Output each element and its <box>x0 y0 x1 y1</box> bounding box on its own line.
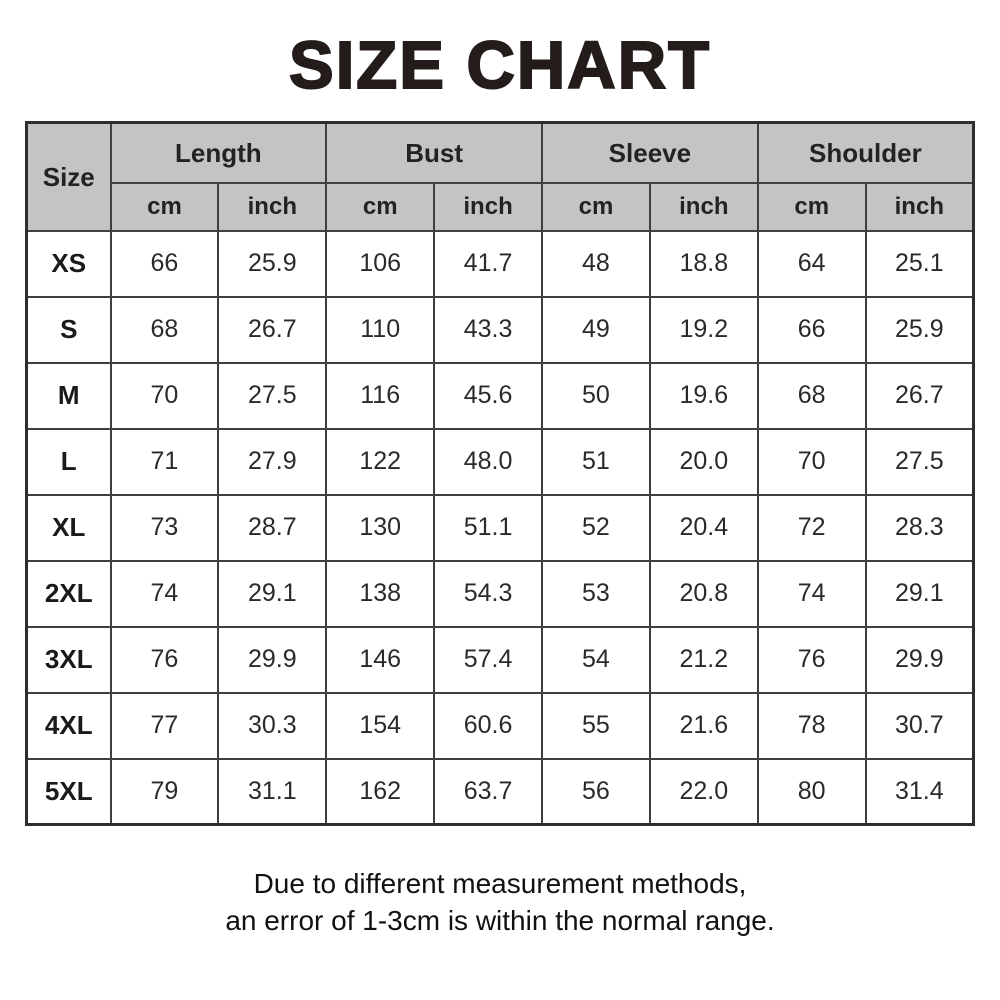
measurement-cell: 19.2 <box>650 297 758 363</box>
measurement-cell: 49 <box>542 297 650 363</box>
measurement-cell: 27.5 <box>218 363 326 429</box>
table-row <box>27 561 974 627</box>
measurement-cell: 29.1 <box>218 561 326 627</box>
measurement-cell: 25.9 <box>218 231 326 297</box>
table-row <box>27 231 974 297</box>
measurement-cell: 22.0 <box>650 759 758 825</box>
measurement-cell: 106 <box>326 231 434 297</box>
measurement-cell: 60.6 <box>434 693 542 759</box>
measurement-cell: 122 <box>326 429 434 495</box>
measurement-cell: 76 <box>758 627 866 693</box>
row-size-label: XL <box>27 495 111 561</box>
measurement-cell: 48 <box>542 231 650 297</box>
col-unit-bust-inch: inch <box>434 183 542 231</box>
col-unit-bust-cm: cm <box>326 183 434 231</box>
col-unit-shoulder-cm: cm <box>758 183 866 231</box>
measurement-cell: 30.3 <box>218 693 326 759</box>
col-group-length: Length <box>111 123 327 183</box>
table-row <box>27 297 974 363</box>
measurement-cell: 57.4 <box>434 627 542 693</box>
measurement-cell: 25.1 <box>866 231 974 297</box>
measurement-cell: 30.7 <box>866 693 974 759</box>
measurement-cell: 28.3 <box>866 495 974 561</box>
footer-note <box>0 866 1000 940</box>
measurement-cell: 70 <box>758 429 866 495</box>
footer-line-2: an error of 1-3cm is within the normal range. <box>225 905 775 937</box>
measurement-cell: 20.0 <box>650 429 758 495</box>
measurement-cell: 54.3 <box>434 561 542 627</box>
measurement-cell: 73 <box>111 495 219 561</box>
measurement-cell: 29.9 <box>218 627 326 693</box>
table-body <box>27 231 974 825</box>
row-size-label: M <box>27 363 111 429</box>
measurement-cell: 54 <box>542 627 650 693</box>
measurement-cell: 51 <box>542 429 650 495</box>
table-row <box>27 693 974 759</box>
measurement-cell: 78 <box>758 693 866 759</box>
measurement-cell: 41.7 <box>434 231 542 297</box>
measurement-cell: 29.1 <box>866 561 974 627</box>
table-row <box>27 759 974 825</box>
measurement-cell: 66 <box>758 297 866 363</box>
table-row <box>27 429 974 495</box>
col-group-shoulder: Shoulder <box>758 123 974 183</box>
col-unit-shoulder-inch: inch <box>866 183 974 231</box>
row-size-label: S <box>27 297 111 363</box>
measurement-cell: 20.8 <box>650 561 758 627</box>
measurement-cell: 68 <box>758 363 866 429</box>
measurement-cell: 20.4 <box>650 495 758 561</box>
row-size-label: 3XL <box>27 627 111 693</box>
measurement-cell: 55 <box>542 693 650 759</box>
measurement-cell: 154 <box>326 693 434 759</box>
measurement-cell: 27.5 <box>866 429 974 495</box>
measurement-cell: 76 <box>111 627 219 693</box>
page-title: SIZE CHART <box>289 28 711 103</box>
col-group-sleeve: Sleeve <box>542 123 758 183</box>
measurement-cell: 71 <box>111 429 219 495</box>
col-unit-sleeve-cm: cm <box>542 183 650 231</box>
size-chart-table <box>25 121 975 826</box>
measurement-cell: 18.8 <box>650 231 758 297</box>
measurement-cell: 138 <box>326 561 434 627</box>
measurement-cell: 52 <box>542 495 650 561</box>
measurement-cell: 74 <box>758 561 866 627</box>
measurement-cell: 21.2 <box>650 627 758 693</box>
measurement-cell: 27.9 <box>218 429 326 495</box>
measurement-cell: 26.7 <box>866 363 974 429</box>
col-unit-length-inch: inch <box>218 183 326 231</box>
row-size-label: 2XL <box>27 561 111 627</box>
col-unit-length-cm: cm <box>111 183 219 231</box>
measurement-cell: 79 <box>111 759 219 825</box>
measurement-cell: 31.4 <box>866 759 974 825</box>
table-header <box>27 123 974 231</box>
measurement-cell: 25.9 <box>866 297 974 363</box>
measurement-cell: 56 <box>542 759 650 825</box>
measurement-cell: 66 <box>111 231 219 297</box>
measurement-cell: 130 <box>326 495 434 561</box>
measurement-cell: 43.3 <box>434 297 542 363</box>
measurement-cell: 80 <box>758 759 866 825</box>
table-row <box>27 627 974 693</box>
measurement-cell: 68 <box>111 297 219 363</box>
table-row <box>27 363 974 429</box>
measurement-cell: 51.1 <box>434 495 542 561</box>
measurement-cell: 45.6 <box>434 363 542 429</box>
row-size-label: L <box>27 429 111 495</box>
measurement-cell: 72 <box>758 495 866 561</box>
measurement-cell: 26.7 <box>218 297 326 363</box>
measurement-cell: 70 <box>111 363 219 429</box>
footer-line-1: Due to different measurement methods, <box>253 868 747 900</box>
measurement-cell: 29.9 <box>866 627 974 693</box>
header-group-row <box>27 123 974 183</box>
measurement-cell: 19.6 <box>650 363 758 429</box>
measurement-cell: 77 <box>111 693 219 759</box>
col-unit-sleeve-inch: inch <box>650 183 758 231</box>
header-unit-row <box>27 183 974 231</box>
row-size-label: XS <box>27 231 111 297</box>
measurement-cell: 64 <box>758 231 866 297</box>
measurement-cell: 162 <box>326 759 434 825</box>
measurement-cell: 28.7 <box>218 495 326 561</box>
col-group-bust: Bust <box>326 123 542 183</box>
row-size-label: 4XL <box>27 693 111 759</box>
measurement-cell: 116 <box>326 363 434 429</box>
table-row <box>27 495 974 561</box>
measurement-cell: 146 <box>326 627 434 693</box>
measurement-cell: 74 <box>111 561 219 627</box>
size-chart-page <box>0 30 1000 1000</box>
measurement-cell: 110 <box>326 297 434 363</box>
measurement-cell: 21.6 <box>650 693 758 759</box>
measurement-cell: 53 <box>542 561 650 627</box>
measurement-cell: 63.7 <box>434 759 542 825</box>
col-header-size: Size <box>27 123 111 231</box>
measurement-cell: 48.0 <box>434 429 542 495</box>
measurement-cell: 50 <box>542 363 650 429</box>
measurement-cell: 31.1 <box>218 759 326 825</box>
row-size-label: 5XL <box>27 759 111 825</box>
